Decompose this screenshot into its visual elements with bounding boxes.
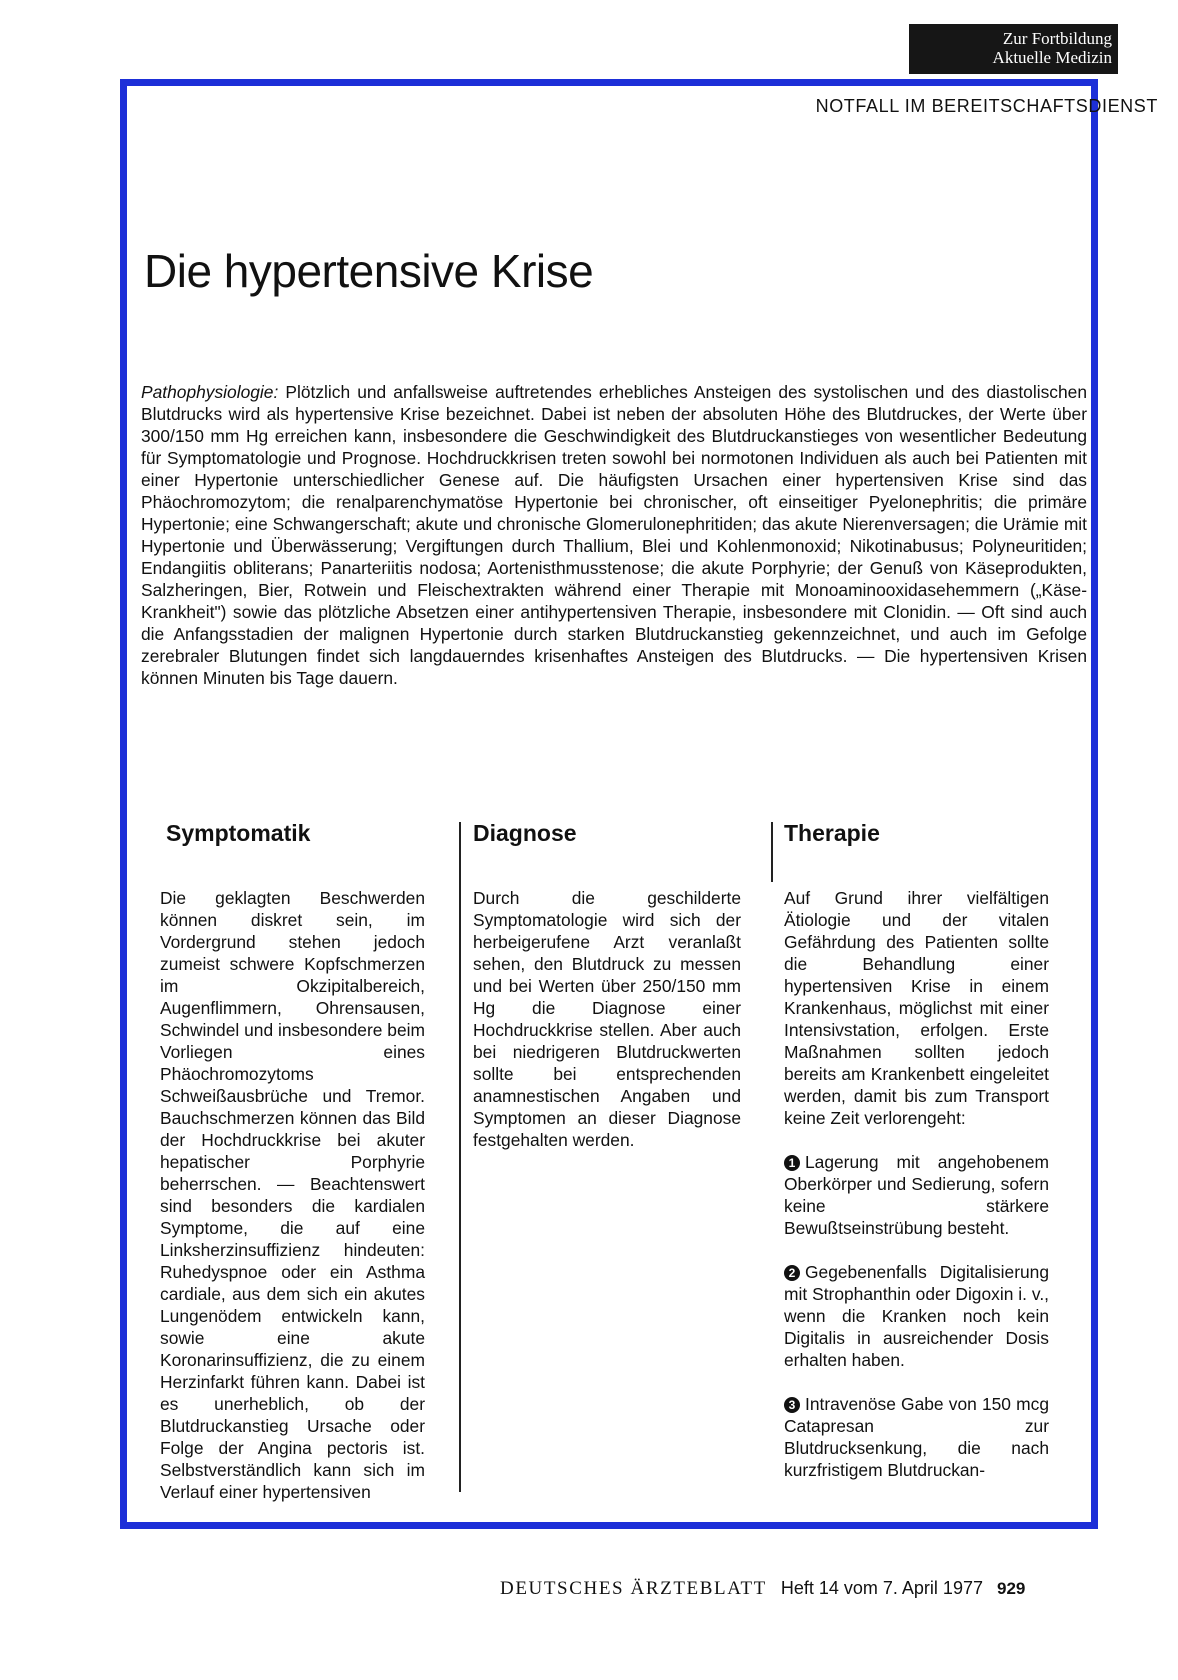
symptomatik-text: Die geklagten Beschwerden können diskret sein, im Vordergrund stehen jedoch zumeist schwere Kopfschmerzen im Okzipitalbereich, Augenflimmern, Ohrensausen, Schwindel und insbesondere beim Vorliegen eines Phäochromozytoms Schweißausbrüche und Tremor. Bauchschmerzen können das Bild der Hochdruckkrise bei akuter hepatischer Porphyrie beherrschen. — Beachtenswert sind besonders die kardialen Symptome, die auf eine Linksherzinsuffizienz hindeuten: Ruhedyspnoe oder ein Asthma cardiale, aus dem sich ein akutes Lungenödem entwickeln kann, sowie eine akute Koronarinsuffizienz, die zu einem Herzinfarkt führen kann. Dabei ist es unerheblich, ob der Blutdruckanstieg Ursache oder Folge der Angina pectoris ist. Selbstverständlich kann sich im Verlauf einer hypertensiven bbox=[160, 888, 425, 1502]
heading-therapie: Therapie bbox=[784, 820, 880, 846]
issue-info: Heft 14 vom 7. April 1977 bbox=[780, 1578, 983, 1598]
column-therapie bbox=[784, 820, 1049, 1481]
therapie-step-3 bbox=[784, 1393, 1049, 1481]
heading-symptomatik: Symptomatik bbox=[166, 820, 311, 846]
column-divider-2 bbox=[771, 822, 773, 882]
column-diagnose bbox=[473, 820, 741, 1151]
article-title: Die hypertensive Krise bbox=[144, 245, 594, 297]
therapie-step-2 bbox=[784, 1261, 1049, 1371]
therapie-intro: Auf Grund ihrer vielfältigen Ätiologie und der vitalen Gefährdung des Patienten sollte die Behandlung einer hypertensiven Krise in einem Krankenhaus, möglichst mit einer Intensivstation, erfolgen. Erste Maßnahmen sollten jedoch bereits am Krankenbett eingeleitet werden, damit bis zum Transport keine Zeit verlorengeht: bbox=[784, 888, 1049, 1128]
step-number-badge-1: 1 bbox=[784, 1155, 800, 1171]
section-corner-tag bbox=[909, 24, 1118, 74]
journal-name: DEUTSCHES ÄRZTEBLATT bbox=[500, 1578, 767, 1599]
column-symptomatik bbox=[160, 820, 425, 1503]
diagnose-text: Durch die geschilderte Symptomatologie wird sich der herbeigerufene Arzt veranlaßt sehen, den Blutdruck zu messen und bei Werten über 250/150 mm Hg die Diagnose einer Hochdruckkrise stellen. Aber auch bei niedrigeren Blutdruckwerten sollte bei entsprechenden anamnestischen Angaben und Symptomen an dieser Diagnose festgehalten werden. bbox=[473, 888, 741, 1150]
section-label: NOTFALL IM BEREITSCHAFTSDIENST bbox=[815, 96, 1158, 116]
column-divider-1 bbox=[459, 822, 461, 1492]
intro-paragraph bbox=[141, 381, 1087, 689]
corner-tag-line-1: Zur Fortbildung bbox=[1002, 29, 1112, 48]
intro-lead: Pathophysiologie: bbox=[141, 382, 279, 402]
corner-tag-line-2: Aktuelle Medizin bbox=[992, 48, 1112, 67]
therapie-step-3-text: Intravenöse Gabe von 150 mcg Catapresan zur Blutdrucksenkung, die nach kurzfristigem Blutdruckan- bbox=[784, 1394, 1049, 1480]
heading-diagnose: Diagnose bbox=[473, 820, 577, 846]
page-footer bbox=[500, 1578, 1025, 1600]
therapie-step-1 bbox=[784, 1151, 1049, 1239]
step-number-badge-3: 3 bbox=[784, 1397, 800, 1413]
step-number-badge-2: 2 bbox=[784, 1265, 800, 1281]
therapie-step-2-text: Gegebenenfalls Digitalisierung mit Strophanthin oder Digoxin i. v., wenn die Kranken noch kein Digitalis in ausreichender Dosis erhalten haben. bbox=[784, 1262, 1049, 1370]
intro-text: Plötzlich und anfallsweise auftretendes erhebliches Ansteigen des systolischen und des diastolischen Blutdrucks wird als hypertensive Krise bezeichnet. Dabei ist neben der absoluten Höhe des Blutdruckes, der Werte über 300/150 mm Hg erreichen kann, insbesondere die Geschwindigkeit des Blutdruckanstieges von wesentlicher Bedeutung für Symptomatologie und Prognose. Hochdruckkrisen treten sowohl bei normotonen Individuen als auch bei Patienten mit einer Hypertonie unterschiedlicher Genese auf. Die häufigsten Ursachen einer hypertensiven Krise sind das Phäochromozytom; die renalparenchymatöse Hypertonie bei chronischer, oft einseitiger Pyelonephritis; die primäre Hypertonie; eine Schwangerschaft; akute und chronische Glomerulonephritiden; das akute Nierenversagen; die Urämie mit Hypertonie und Überwässerung; Vergiftungen durch Thallium, Blei und Kohlenmonoxid; Nikotinabusus; Polyneuritiden; Endangiitis obliterans; Panarteriitis nodosa; Aortenisthmusstenose; die akute Porphyrie; der Genuß von Käseprodukten, Salzheringen, Bier, Rotwein und Fleischextrakten während einer Therapie mit Monoaminooxidasehemmern („Käse-Krankheit") sowie das plötzliche Absetzen einer antihypertensiven Therapie, insbesondere mit Clonidin. — Oft sind auch die Anfangsstadien der malignen Hypertonie durch starken Blutdruckanstieg gekennzeichnet, und auch im Gefolge zerebraler Blutungen findet sich langdauerndes krisenhaftes Ansteigen des Blutdrucks. — Die hypertensiven Krisen können Minuten bis Tage dauern. bbox=[141, 382, 1087, 688]
therapie-step-1-text: Lagerung mit angehobenem Oberkörper und Sedierung, sofern keine stärkere Bewußtseinstrübung besteht. bbox=[784, 1152, 1049, 1238]
page-number: 929 bbox=[996, 1579, 1026, 1598]
